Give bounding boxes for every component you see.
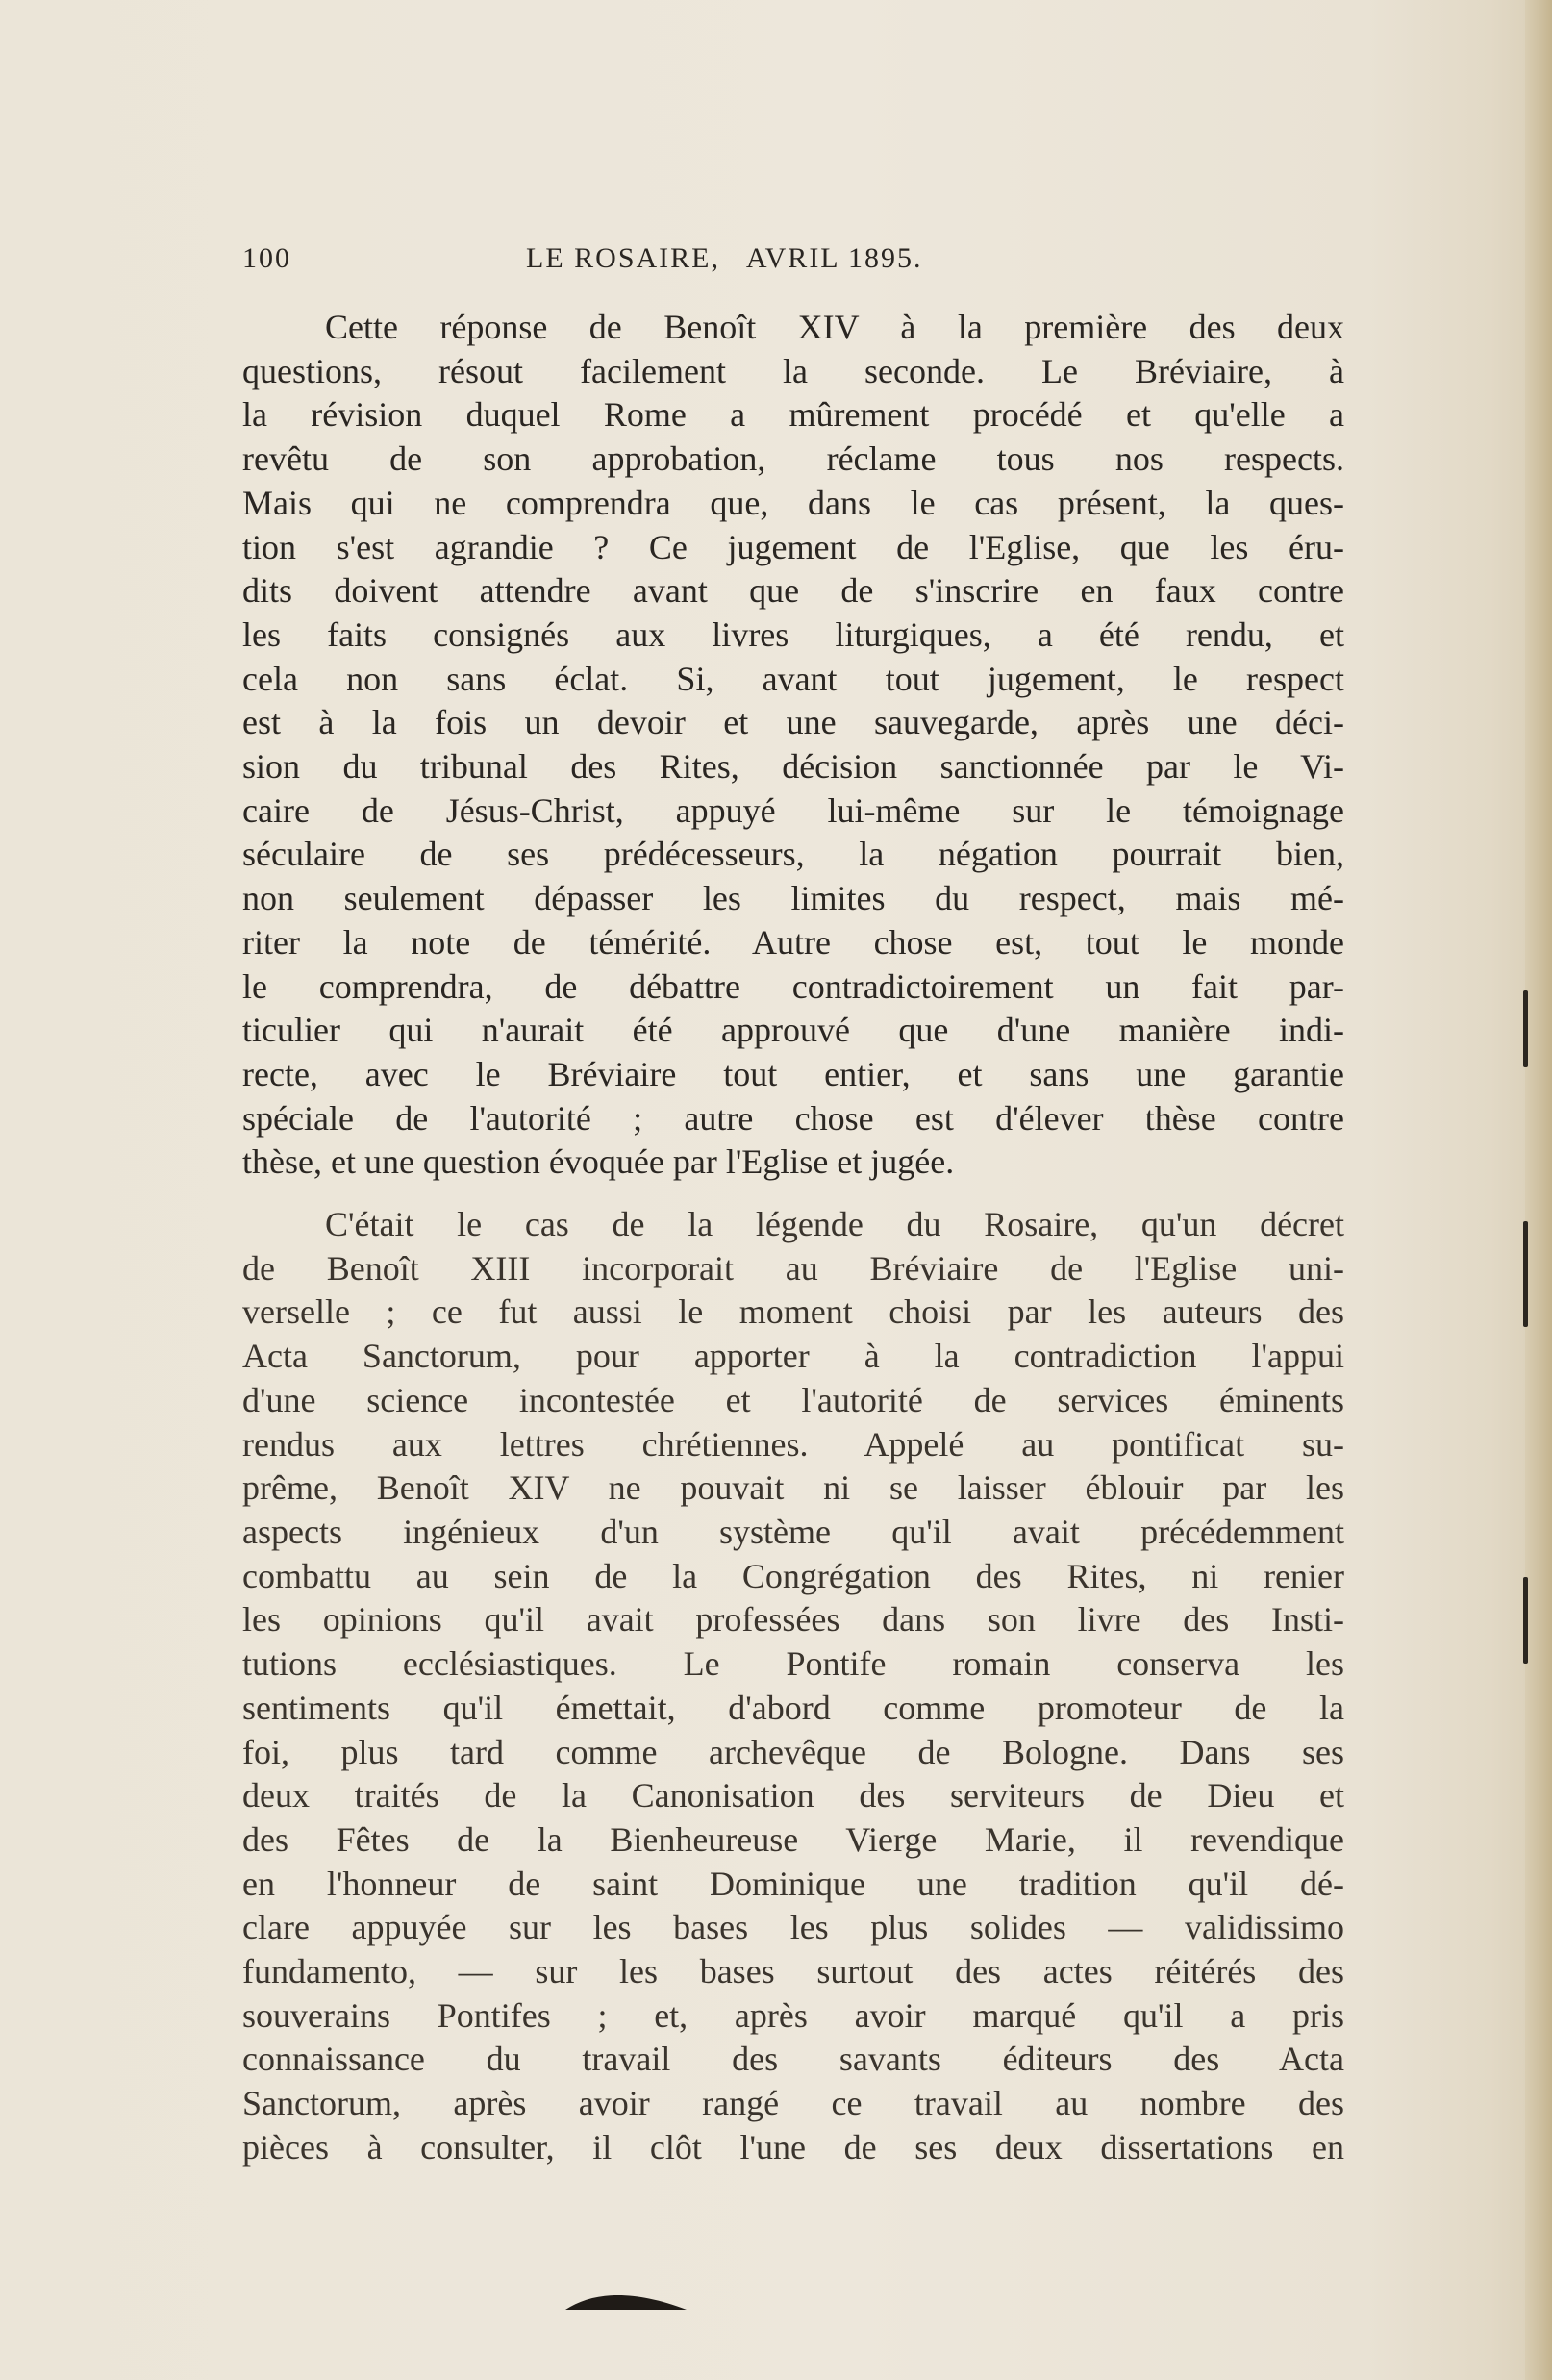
text-line: clare appuyée sur les bases les plus solides — validissimo xyxy=(242,1908,1344,1947)
text-line: spéciale de l'autorité ; autre chose est d'élever thèse contre xyxy=(242,1098,1344,1138)
text-line: riter la note de témérité. Autre chose est, tout le monde xyxy=(242,922,1344,962)
text-line: foi, plus tard comme archevêque de Bologne. Dans ses xyxy=(242,1732,1344,1771)
edge-mark xyxy=(1523,1221,1528,1327)
text-line: cela non sans éclat. Si, avant tout jugement, le respect xyxy=(242,659,1344,698)
text-line: questions, résout facilement la seconde. Le Bréviaire, à xyxy=(242,351,1344,390)
text-line: recte, avec le Bréviaire tout entier, et sans une garantie xyxy=(242,1054,1344,1093)
text-line: le comprendra, de débattre contradictoirement un fait par- xyxy=(242,966,1344,1006)
text-line: dits doivent attendre avant que de s'inscrire en faux contre xyxy=(242,571,1344,611)
text-line: rendus aux lettres chrétiennes. Appelé au pontificat su- xyxy=(242,1424,1344,1464)
text-line: Cette réponse de Benoît XIV à la première des deux xyxy=(325,308,1344,346)
body-text xyxy=(242,306,1344,2170)
text-line: tutions ecclésiastiques. Le Pontife romain conserva les xyxy=(242,1644,1344,1684)
edge-mark xyxy=(1523,1577,1528,1664)
text-line: revêtu de son approbation, réclame tous nos respects. xyxy=(242,439,1344,479)
text-line: la révision duquel Rome a mûrement procédé et qu'elle a xyxy=(242,395,1344,435)
text-line: séculaire de ses prédécesseurs, la négation pourrait bien, xyxy=(242,835,1344,874)
text-line: deux traités de la Canonisation des serviteurs de Dieu et xyxy=(242,1776,1344,1816)
text-line: en l'honneur de saint Dominique une tradition qu'il dé- xyxy=(242,1864,1344,1903)
text-line: des Fêtes de la Bienheureuse Vierge Marie, il revendique xyxy=(242,1819,1344,1859)
running-title: LE ROSAIRE, AVRIL 1895. xyxy=(526,242,923,274)
text-line: combattu au sein de la Congrégation des Rites, ni renier xyxy=(242,1556,1344,1595)
text-line: non seulement dépasser les limites du respect, mais mé- xyxy=(242,879,1344,918)
text-line: d'une science incontestée et l'autorité de services éminents xyxy=(242,1380,1344,1419)
text-line: sion du tribunal des Rites, décision sanctionnée par le Vi- xyxy=(242,747,1344,787)
text-line: C'était le cas de la légende du Rosaire, qu'un décret xyxy=(325,1205,1344,1244)
book-edge xyxy=(1525,0,1552,2380)
text-line: les faits consignés aux livres liturgiques, a été rendu, et xyxy=(242,614,1344,654)
text-line: Acta Sanctorum, pour apporter à la contradiction l'appui xyxy=(242,1337,1344,1376)
text-line: est à la fois un devoir et une sauvegarde, après une déci- xyxy=(242,703,1344,742)
text-line: fundamento, — sur les bases surtout des actes réitérés des xyxy=(242,1952,1344,1992)
text-line: Mais qui ne comprendra que, dans le cas présent, la ques- xyxy=(242,483,1344,522)
catchword-ornament xyxy=(563,2289,688,2312)
text-line: aspects ingénieux d'un système qu'il avait précédemment xyxy=(242,1512,1344,1551)
text-line: ticulier qui n'aurait été approuvé que d'une manière indi- xyxy=(242,1011,1344,1050)
text-line: tion s'est agrandie ? Ce jugement de l'Eglise, que les éru- xyxy=(242,527,1344,566)
text-line: caire de Jésus-Christ, appuyé lui-même sur le témoignage xyxy=(242,790,1344,830)
text-line: de Benoît XIII incorporait au Bréviaire de l'Eglise uni- xyxy=(242,1248,1344,1288)
text-line: thèse, et une question évoquée par l'Eglise et jugée. xyxy=(242,1142,955,1182)
text-line: connaissance du travail des savants éditeurs des Acta xyxy=(242,2040,1344,2079)
page-number: 100 xyxy=(242,242,291,274)
text-line: prême, Benoît XIV ne pouvait ni se laisser éblouir par les xyxy=(242,1468,1344,1508)
text-line: souverains Pontifes ; et, après avoir marqué qu'il a pris xyxy=(242,1995,1344,2035)
text-line: pièces à consulter, il clôt l'une de ses deux dissertations en xyxy=(242,2127,1344,2167)
running-header xyxy=(242,242,1346,285)
paragraph xyxy=(242,306,1344,1185)
text-line: verselle ; ce fut aussi le moment choisi par les auteurs des xyxy=(242,1292,1344,1332)
text-line: sentiments qu'il émettait, d'abord comme promoteur de la xyxy=(242,1688,1344,1727)
text-line: Sanctorum, après avoir rangé ce travail au nombre des xyxy=(242,2084,1344,2123)
text-line: les opinions qu'il avait professées dans son livre des Insti- xyxy=(242,1600,1344,1640)
edge-mark xyxy=(1523,990,1528,1067)
paragraph xyxy=(242,1203,1344,2169)
